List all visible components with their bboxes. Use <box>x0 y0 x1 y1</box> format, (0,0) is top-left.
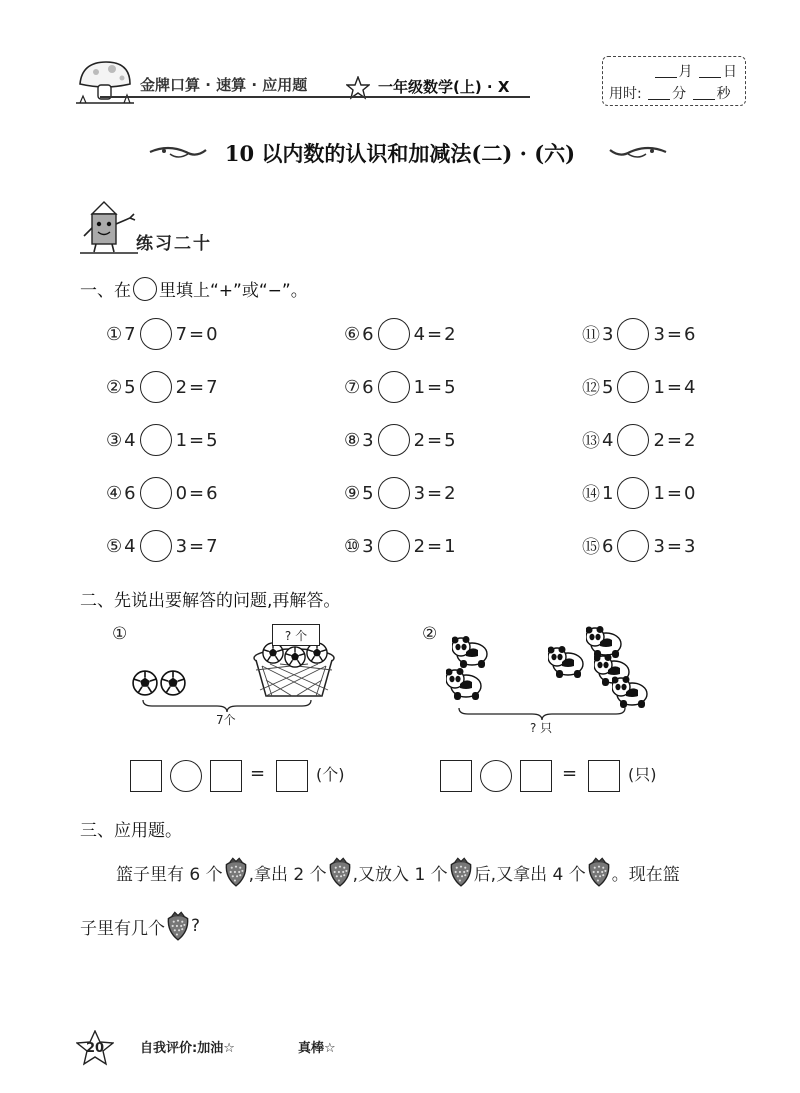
equation-item <box>344 318 456 350</box>
operand-b: 7 <box>175 323 188 345</box>
equals-sign: = <box>666 429 682 451</box>
result: 7 <box>206 376 218 398</box>
self-evaluation-label: 自我评价:加油☆ <box>140 1041 235 1056</box>
operand-a: 3 <box>602 323 614 345</box>
result: 3 <box>684 535 696 557</box>
equation-item <box>344 371 456 403</box>
right-ornament-icon <box>608 142 668 162</box>
pencil-mascot-icon <box>80 200 138 256</box>
operand-b: 3 <box>653 535 665 557</box>
operand-a: 3 <box>362 429 374 451</box>
equation-item <box>582 424 695 456</box>
operator-circle[interactable] <box>378 318 410 350</box>
result: 2 <box>684 429 696 451</box>
answer-box-2b[interactable] <box>520 760 552 792</box>
time-label: 用时: <box>609 86 642 102</box>
answer-box-2c[interactable] <box>588 760 620 792</box>
day-blank[interactable] <box>699 63 721 78</box>
equation-number: ⑤ <box>106 535 123 557</box>
operator-circle[interactable] <box>617 530 649 562</box>
panda-icon <box>446 668 486 702</box>
unknown-count-label: ? 个 <box>284 629 308 643</box>
equals-sign: = <box>189 429 205 451</box>
equation-item <box>106 530 218 562</box>
operand-b: 2 <box>653 429 665 451</box>
operand-b: 3 <box>175 535 188 557</box>
problem-2-number: ② <box>422 624 438 644</box>
equation-number: ⑦ <box>344 376 361 398</box>
result: 2 <box>444 482 456 504</box>
equation-number: ⑩ <box>344 535 361 557</box>
strawberry-icon <box>165 910 191 942</box>
great-label: 真棒☆ <box>298 1041 336 1056</box>
second-label: 秒 <box>716 86 731 102</box>
soccer-ball-icon <box>284 646 306 668</box>
problem-1-number: ① <box>112 624 128 644</box>
equation-number: ⑬ <box>582 431 600 452</box>
series-title: 金牌口算 · 速算 · 应用题 <box>140 76 308 94</box>
day-label: 日 <box>723 64 737 80</box>
exercise-label: 练习二十 <box>136 234 212 254</box>
grade-label: 一年级数学(上) · X <box>378 78 510 96</box>
equation-number: ⑥ <box>344 323 361 345</box>
unit-label-1: (个) <box>316 765 345 784</box>
brace-icon <box>458 706 626 722</box>
equation-item <box>106 318 218 350</box>
operator-circle[interactable] <box>140 477 172 509</box>
operand-a: 1 <box>602 482 614 504</box>
equation-item <box>582 371 695 403</box>
unknown-total-label: ? 只 <box>530 721 553 735</box>
equals-sign: = <box>189 376 205 398</box>
operand-b: 1 <box>653 482 665 504</box>
operand-b: 3 <box>413 482 426 504</box>
operator-circle[interactable] <box>617 477 649 509</box>
section-1-heading: 一、在 里填上“+”或“−”。 <box>80 276 308 301</box>
minute-label: 分 <box>672 86 687 102</box>
operand-a: 4 <box>124 429 136 451</box>
header-divider <box>100 96 530 98</box>
month-blank[interactable] <box>655 63 677 78</box>
brace-icon <box>142 698 312 714</box>
equals-sign: = <box>189 482 205 504</box>
operand-b: 2 <box>413 535 426 557</box>
equation-item <box>344 530 456 562</box>
answer-box-2a[interactable] <box>440 760 472 792</box>
equation-item <box>582 477 695 509</box>
operand-a: 6 <box>362 323 374 345</box>
equals-sign: = <box>427 482 443 504</box>
equation-number: ⑧ <box>344 429 361 451</box>
operator-circle[interactable] <box>140 371 172 403</box>
operand-a: 3 <box>362 535 374 557</box>
result: 5 <box>206 429 218 451</box>
result: 7 <box>206 535 218 557</box>
operator-circle[interactable] <box>378 530 410 562</box>
operand-a: 6 <box>124 482 136 504</box>
equation-item <box>106 477 218 509</box>
operand-b: 1 <box>175 429 188 451</box>
equation-number: ⑪ <box>582 325 600 346</box>
answer-box-1b[interactable] <box>210 760 242 792</box>
operand-a: 6 <box>362 376 374 398</box>
operand-b: 0 <box>175 482 188 504</box>
equation-number: ⑭ <box>582 484 600 505</box>
equals-sign: = <box>427 535 443 557</box>
section-3-heading: 三、应用题。 <box>80 821 182 841</box>
operand-a: 5 <box>602 376 614 398</box>
equation-item <box>106 424 218 456</box>
strawberry-icon <box>448 856 474 888</box>
operator-circle[interactable] <box>140 424 172 456</box>
equals-sign: = <box>666 376 682 398</box>
equation-item <box>344 477 456 509</box>
operand-b: 3 <box>653 323 665 345</box>
equation-number: ⑨ <box>344 482 361 504</box>
operand-a: 6 <box>602 535 614 557</box>
panda-icon <box>452 636 492 670</box>
unit-label-2: (只) <box>628 765 657 784</box>
operand-b: 2 <box>175 376 188 398</box>
page-title: 10 以内数的认识和加减法(二) · (六) <box>224 141 576 166</box>
operator-circle[interactable] <box>378 477 410 509</box>
equation-item <box>106 371 218 403</box>
answer-box-1a[interactable] <box>130 760 162 792</box>
soccer-ball-icon <box>160 670 186 696</box>
operator-circle[interactable] <box>617 371 649 403</box>
second-blank[interactable] <box>693 85 715 100</box>
equals-sign: = <box>666 323 682 345</box>
operator-circle[interactable] <box>617 424 649 456</box>
operator-circle[interactable] <box>617 318 649 350</box>
operator-circle[interactable] <box>378 424 410 456</box>
operand-a: 7 <box>124 323 136 345</box>
result: 5 <box>444 376 456 398</box>
equals-sign: = <box>666 535 682 557</box>
result: 4 <box>684 376 696 398</box>
heading-circle <box>133 277 157 301</box>
equals-sign: = <box>427 429 443 451</box>
equals-sign: = <box>250 763 266 784</box>
operand-b: 4 <box>413 323 426 345</box>
result: 0 <box>684 482 696 504</box>
strawberry-icon <box>223 856 249 888</box>
equals-sign: = <box>427 376 443 398</box>
result: 2 <box>444 323 456 345</box>
equation-number: ⑫ <box>582 378 600 399</box>
equation-number: ③ <box>106 429 123 451</box>
equals-sign: = <box>189 323 205 345</box>
operand-a: 5 <box>362 482 374 504</box>
operand-a: 5 <box>124 376 136 398</box>
equation-number: ⑮ <box>582 537 600 558</box>
minute-blank[interactable] <box>648 85 670 100</box>
result: 0 <box>206 323 218 345</box>
equation-item <box>582 318 695 350</box>
equation-number: ④ <box>106 482 123 504</box>
word-problem-line-2: 子里有几个 ? <box>80 910 200 942</box>
total-label: 7个 <box>216 713 236 727</box>
equals-sign: = <box>666 482 682 504</box>
equals-sign: = <box>427 323 443 345</box>
soccer-ball-icon <box>132 670 158 696</box>
equals-sign: = <box>189 535 205 557</box>
operator-circle[interactable] <box>140 318 172 350</box>
result: 6 <box>684 323 696 345</box>
operator-circle[interactable] <box>140 530 172 562</box>
month-label: 月 <box>678 64 693 80</box>
result: 5 <box>444 429 456 451</box>
operand-a: 4 <box>124 535 136 557</box>
strawberry-icon <box>586 856 612 888</box>
equation-item <box>582 530 695 562</box>
word-problem-line-1: 篮子里有 6 个 ,拿出 2 个 ,又放入 1 个 后,又拿出 4 个 。现在篮 <box>116 856 680 888</box>
page-number: 20 <box>86 1041 105 1056</box>
answer-circle-2[interactable] <box>480 760 512 792</box>
result: 6 <box>206 482 218 504</box>
equation-number: ② <box>106 376 123 398</box>
result: 1 <box>444 535 456 557</box>
operand-b: 2 <box>413 429 426 451</box>
operand-b: 1 <box>653 376 665 398</box>
panda-icon <box>612 676 652 710</box>
panda-icon <box>548 646 588 680</box>
answer-box-1c[interactable] <box>276 760 308 792</box>
equals-sign: = <box>562 763 578 784</box>
section-2-heading: 二、先说出要解答的问题,再解答。 <box>80 591 341 611</box>
equation-item <box>344 424 456 456</box>
date-time-box <box>602 56 746 106</box>
mushroom-icon <box>74 58 136 106</box>
answer-circle-1[interactable] <box>170 760 202 792</box>
equation-number: ① <box>106 323 123 345</box>
operator-circle[interactable] <box>378 371 410 403</box>
unknown-count-tag <box>272 624 320 646</box>
strawberry-icon <box>327 856 353 888</box>
operand-b: 1 <box>413 376 426 398</box>
operand-a: 4 <box>602 429 614 451</box>
